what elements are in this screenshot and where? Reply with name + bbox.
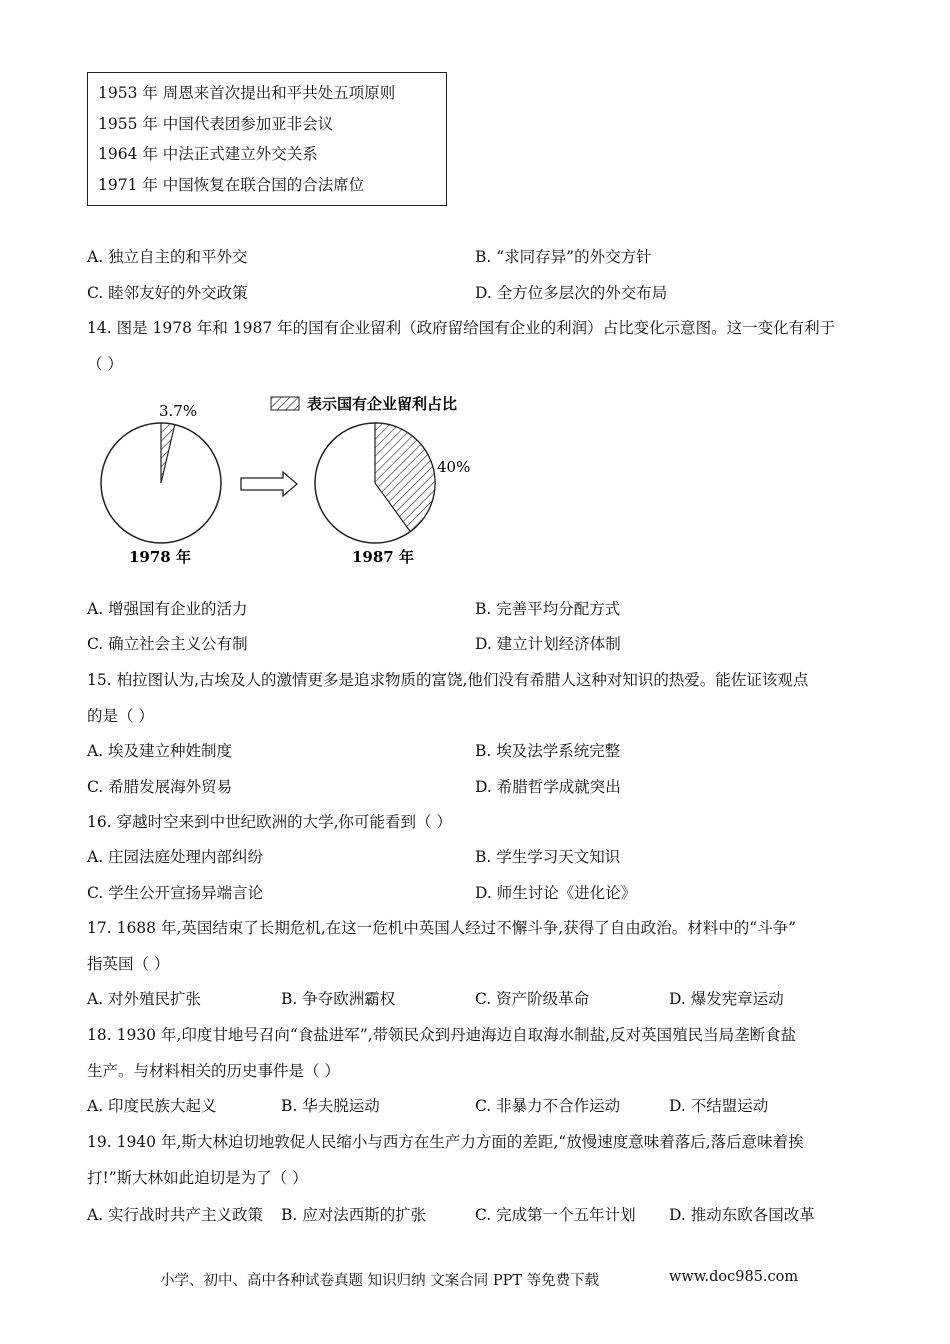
q15-stem-cont: 的是（ ） [87, 707, 154, 725]
q19-stem: 19. 1940 年,斯大林迫切地敦促人民缩小与西方在生产力方面的差距,“放慢速度意味着落后,落后意味着挨 [87, 1133, 804, 1151]
legend-text: 表示国有企业留利占比 [307, 395, 458, 413]
q15-stem: 15. 柏拉图认为,古埃及人的激情更多是追求物质的富饶,他们没有希腊人这种对知识的热爱。能佐证该观点 [87, 671, 809, 689]
q13-option-b[interactable]: B. “求同存异”的外交方针 [475, 248, 652, 266]
q18-option-b[interactable]: B. 华夫脱运动 [281, 1097, 380, 1115]
q16-option-a[interactable]: A. 庄园法庭处理内部纠纷 [87, 848, 264, 866]
q14-option-b[interactable]: B. 完善平均分配方式 [475, 600, 621, 618]
q16-option-c[interactable]: C. 学生公开宣扬异端言论 [87, 884, 264, 902]
q17-option-d[interactable]: D. 爆发宪章运动 [669, 990, 784, 1008]
q18-stem-cont: 生产。与材料相关的历史事件是（ ） [87, 1062, 340, 1080]
q18-option-c[interactable]: C. 非暴力不合作运动 [475, 1097, 621, 1115]
q19-option-b[interactable]: B. 应对法西斯的扩张 [281, 1206, 427, 1224]
footer-link[interactable]: www.doc985.com [669, 1269, 799, 1285]
q13-option-a[interactable]: A. 独立自主的和平外交 [87, 248, 248, 266]
q14-option-a[interactable]: A. 增强国有企业的活力 [87, 600, 248, 618]
q13-option-c[interactable]: C. 睦邻友好的外交政策 [87, 284, 248, 302]
q19-option-d[interactable]: D. 推动东欧各国改革 [669, 1206, 815, 1224]
timeline-box [87, 72, 447, 206]
pie-1987-label: 1987 年 [352, 548, 414, 566]
timeline-row: 1955 年 中国代表团参加亚非会议 [98, 115, 334, 133]
q17-option-b[interactable]: B. 争夺欧洲霸权 [281, 990, 396, 1008]
q19-stem-cont: 打!”斯大林如此迫切是为了（ ） [87, 1169, 308, 1187]
q17-option-c[interactable]: C. 资产阶级革命 [475, 990, 590, 1008]
q18-stem: 18. 1930 年,印度甘地号召向“食盐进军”,带领民众到丹迪海边自取海水制盐,反对英国殖民当局垄断食盐 [87, 1026, 797, 1044]
q14-option-c[interactable]: C. 确立社会主义公有制 [87, 635, 248, 653]
q16-stem: 16. 穿越时空来到中世纪欧洲的大学,你可能看到（ ） [87, 813, 452, 831]
pie-1978-value-label: 3.7% [159, 402, 198, 420]
q15-option-d[interactable]: D. 希腊哲学成就突出 [475, 778, 621, 796]
timeline-row: 1971 年 中国恢复在联合国的合法席位 [98, 176, 365, 194]
q14-stem-paren: （ ） [87, 355, 123, 373]
legend-swatch [271, 397, 299, 410]
arrow-icon [241, 472, 297, 496]
q16-option-d[interactable]: D. 师生讨论《进化论》 [475, 884, 637, 902]
pie-1978-label: 1978 年 [129, 548, 191, 566]
q17-stem-cont: 指英国（ ） [87, 955, 170, 973]
q15-option-b[interactable]: B. 埃及法学系统完整 [475, 742, 621, 760]
q17-stem: 17. 1688 年,英国结束了长期危机,在这一危机中英国人经过不懈斗争,获得了自由政治。材料中的“斗争” [87, 919, 797, 937]
q15-option-c[interactable]: C. 希腊发展海外贸易 [87, 778, 233, 796]
q19-option-c[interactable]: C. 完成第一个五年计划 [475, 1206, 636, 1224]
q18-option-a[interactable]: A. 印度民族大起义 [87, 1097, 217, 1115]
q16-option-b[interactable]: B. 学生学习天文知识 [475, 848, 621, 866]
q13-option-d[interactable]: D. 全方位多层次的外交布局 [475, 284, 668, 302]
q15-option-a[interactable]: A. 埃及建立种姓制度 [87, 742, 233, 760]
pie-1987-value-label: 40% [437, 458, 471, 476]
q17-option-a[interactable]: A. 对外殖民扩张 [87, 990, 202, 1008]
q19-option-a[interactable]: A. 实行战时共产主义政策 [87, 1206, 264, 1224]
timeline-row: 1964 年 中法正式建立外交关系 [98, 145, 318, 163]
q18-option-d[interactable]: D. 不结盟运动 [669, 1097, 769, 1115]
q14-option-d[interactable]: D. 建立计划经济体制 [475, 635, 621, 653]
footer-text: 小学、初中、高中各种试卷真题 知识归纳 文案合同 PPT 等免费下载 [160, 1273, 600, 1289]
q14-pie-figure [95, 388, 485, 573]
q14-stem: 14. 图是 1978 年和 1987 年的国有企业留利（政府留给国有企业的利润）占比变化示意图。这一变化有利于 [87, 319, 836, 337]
timeline-row: 1953 年 周恩来首次提出和平共处五项原则 [98, 84, 396, 102]
